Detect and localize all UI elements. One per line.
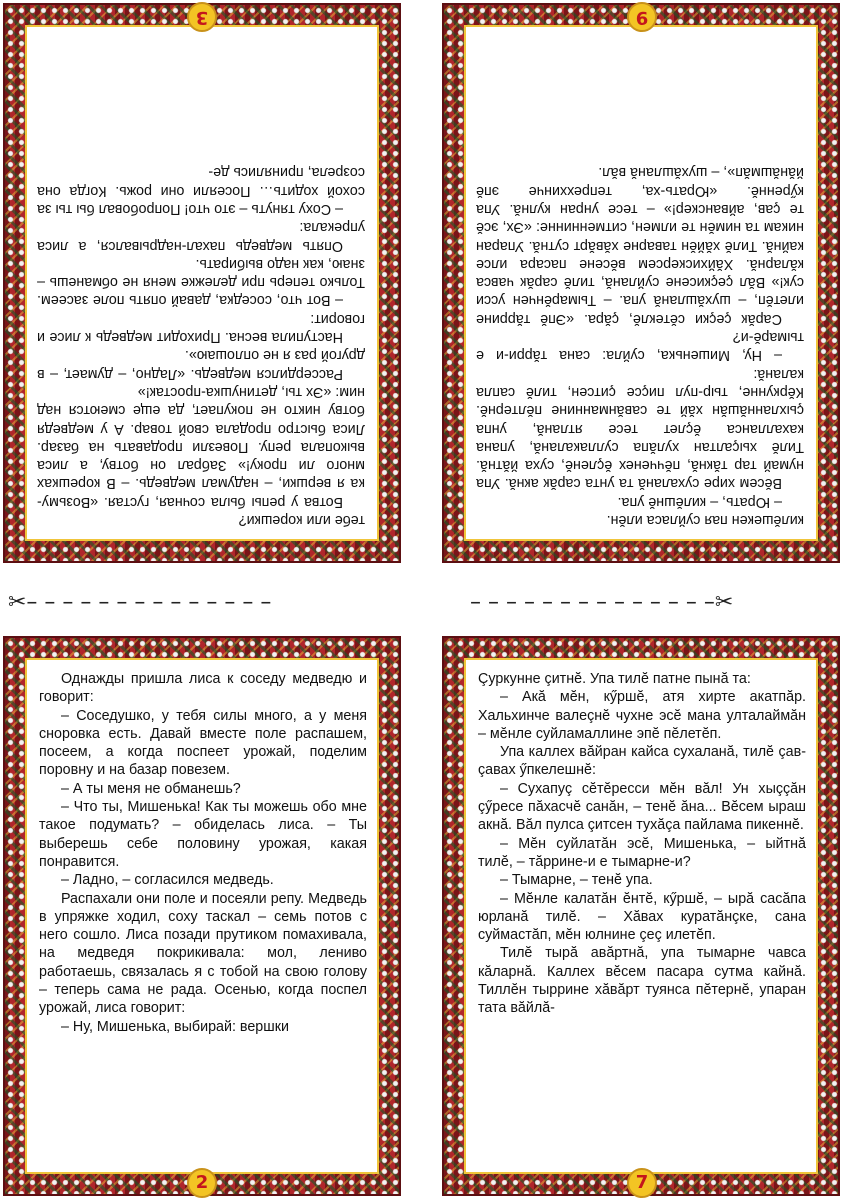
card-page-7-content (466, 660, 816, 1172)
paragraph: – Ну, Мишенька, выбирай: вершки (61, 1018, 289, 1035)
paragraph: – Мĕн суйлатăн эсĕ, Мишенька, – ыйтнă тилĕ, – тăррине-и е тымарне-и? (478, 835, 806, 870)
paragraph: Наступила весна. Приходит медведь к лисе и говорит: (37, 310, 365, 346)
card-page-3-content (27, 27, 377, 539)
paragraph: – Вот что, соседка, давай опять поле засеем. Только теперь при дележке меня не обманешь – знаю, как надо выбирать. (37, 255, 365, 309)
paragraph: – Соху тянуть – это что! Попробовал бы ты за сохой ходить… Посеяли они рожь. Когда она созрела, принялись де- (36, 164, 365, 217)
page-number-7: 7 (627, 1168, 657, 1198)
paragraph: – Юрать, – килĕшнĕ упа. (617, 493, 782, 510)
story-text-page-2 (39, 670, 367, 1036)
paragraph: Рассердился медведь. «Ладно, – думает, – в другой раз я не оплошаю». (37, 347, 365, 382)
cut-line-right: – – – – – – – – – – – – – –✂ (470, 590, 734, 615)
paragraph: – Что ты, Мишенька! Как ты можешь обо мне такое подумать? – обиделась лиса. – Ты выберешь себе половину урожая, какая понравится. (39, 799, 367, 870)
card-page-9-content (466, 27, 816, 539)
paragraph: Опять медведь пахал-надрывался, а лиса упрекала: (37, 219, 365, 254)
page-number-2: 2 (187, 1168, 217, 1198)
paragraph: – Сухапуç сĕтĕресси мĕн вăл! Ун хыççăн çӳресе пăхасчĕ санăн, – тенĕ ăна... Вĕсем ыраш акнă. Вăл пулса çитсен тухăça пайлама пикеннĕ. (478, 780, 806, 834)
cut-line-left: ✂– – – – – – – – – – – – – – (8, 590, 272, 615)
story-text-page-9 (476, 163, 804, 529)
paragraph: – Акă мĕн, кӳршĕ, атя хирте акатпăр. Хальхинче валеçнĕ чухне эсĕ мана улталаймăн – мĕнле суйламаллине эпĕ пĕлетĕп. (478, 689, 806, 742)
story-text-page-7 (478, 670, 806, 1018)
paragraph: Распахали они поле и посеяли репу. Медведь в упряжке ходил, соху таскал – семь потов с него сошло. Лиса позади прутиком помахивала, на медведя покрикивала: мол, лениво работаешь, связалась я с тобой на свою голову – теперь сама не рада. Осенью, когда поспел урожай, лиса говорит: (39, 890, 367, 1017)
paragraph: килĕшекен пая суйласа илĕн. (606, 512, 804, 528)
paragraph: Çуркунне çитнĕ. Упа тилĕ патне пынă та: (478, 671, 751, 687)
paragraph: Ботва у репы была сочная, густая. «Возьму-ка я вершки, – надумал медведь. – В корешках много ли проку!» Забрал он ботву, а лиса выкопала репу. Повезли продавать на базар. Лиса быстро продала свой товар. А у медведя ботву никто не покупает, да еще смеются над ним: «Эх ты, детинушка-простак!» (37, 383, 365, 510)
paragraph: тебе или корешки? (238, 512, 365, 528)
paragraph: – Соседушко, у тебя силы много, а у меня сноровка есть. Давай вместе поле распашем, посеем, а когда поспеет урожай, поделим поровну и на базар повезем. (39, 707, 367, 779)
card-page-9 (442, 3, 840, 563)
story-text-page-3 (37, 163, 365, 529)
paragraph: – Тымарне, – тенĕ упа. (500, 872, 653, 889)
paragraph: Вĕсем хире сухаланă та унта сарăк акнă. Упа нумай тар тăкнă, пĕчченех ĕçленĕ, суха йăтнă. Тилĕ хыçалтан хулăпа суллакаланă, упана кахалланса ĕçлет тесе ятланă, унпа çыхланнăшăн хăй те савăнманнине пĕлтернĕ. Кĕркунне, тыр-пул пиçсе çитсен, тилĕ сапла каланă: (476, 365, 804, 492)
paragraph: Тилĕ тырă авăртнă, упа тымарне чавса кăларнă. Каллех вĕсем пасара сутма кайнă. Тиллĕн тыррине хăвăрт туянса пĕтернĕ, упаран тата вăйлă- (478, 945, 806, 1017)
paragraph: Сарăк çеçки сĕтеклĕ, çăра. «Эпĕ тăррине илетĕп, – шухăшланă упа. – Тымарĕнчен усси сук!» Вăл çеçкисене суйланă, тилĕ сарăк чавса кăларнă. Хăйхискерсем вĕсене пасара илсе кайнă. Тилĕ хăйĕн таварне хăвăрт сутнă. Упаран никам та нимĕн те илмен, ситменнинне: «Эх, эсĕ те çав, айванскер!» – тесе унран кулнă. Упа кӳреннĕ. «Юрать-ха, тепреххинче эпĕ йăнăшмăп», – шухăшланă вăл. (476, 164, 804, 327)
page-number-3: 3 (187, 2, 217, 32)
paragraph: – Мĕнле калатăн ĕнтĕ, кӳршĕ, – ырă сасăпа юрланă тилĕ. – Хăвах куратăнçке, сана суймастăп, мĕн юлнине çеç илетĕп. (478, 890, 806, 944)
paragraph: – Ну, Мишенька, суйла: сана тăрри-и е тымарĕ-и? (476, 329, 804, 364)
paragraph: Упа каллех вăйран кайса сухаланă, тилĕ çав-çавах ӳпкелешнĕ: (478, 744, 806, 779)
paragraph: – А ты меня не обманешь? (61, 780, 241, 797)
card-page-2 (3, 636, 401, 1196)
paragraph: Однажды пришла лиса к соседу медведю и говорит: (39, 671, 367, 706)
card-page-2-content (27, 660, 377, 1172)
paragraph: – Ладно, – согласился медведь. (61, 872, 274, 889)
card-page-7 (442, 636, 840, 1196)
card-page-3 (3, 3, 401, 563)
page-number-9: 9 (627, 2, 657, 32)
